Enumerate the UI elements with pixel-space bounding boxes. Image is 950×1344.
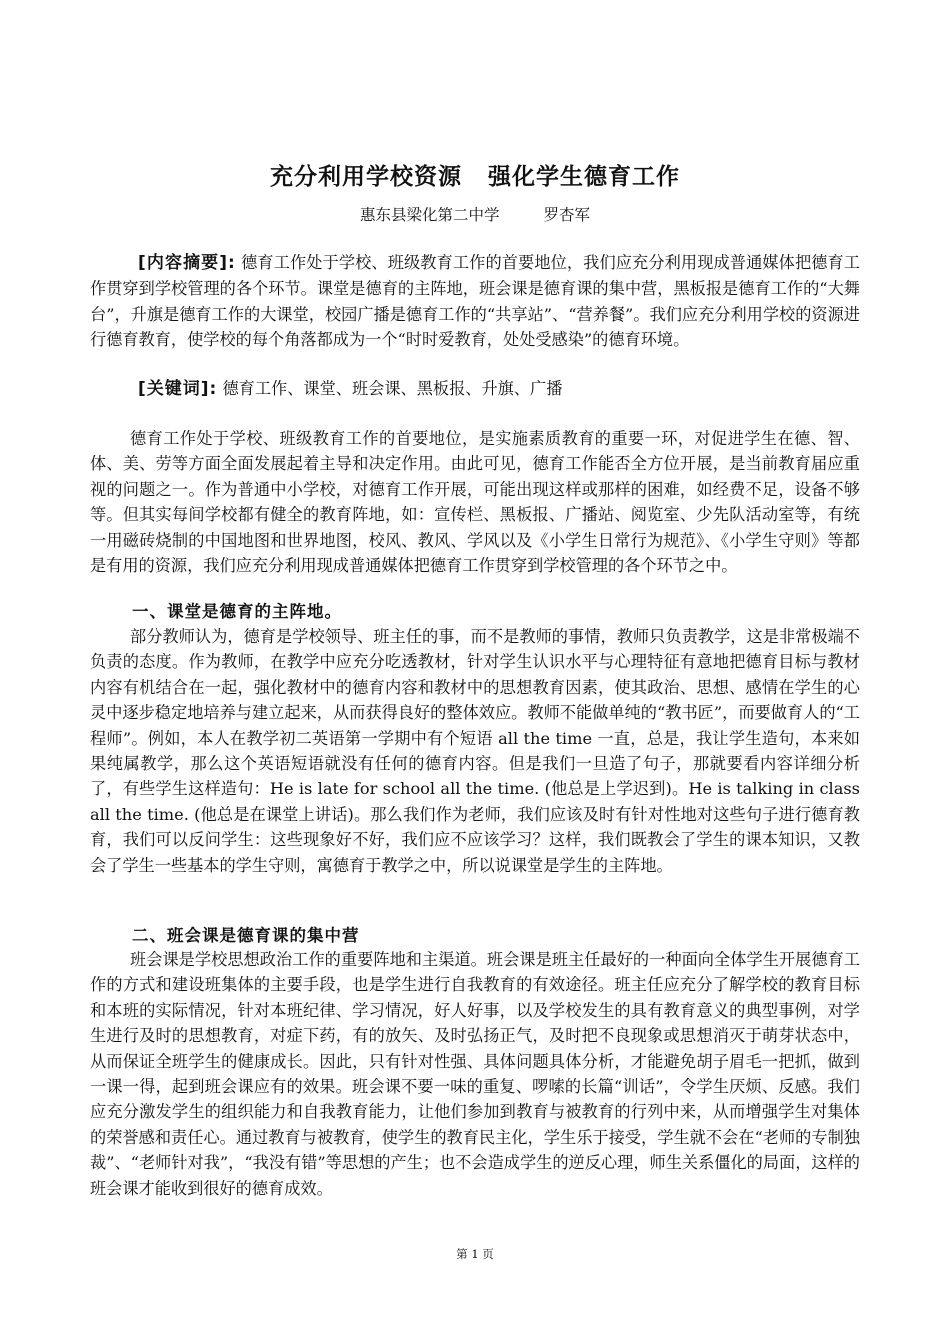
keywords-paragraph <box>90 376 860 402</box>
keywords-label: [关键词]: <box>138 379 218 399</box>
abstract-label: [内容摘要]: <box>138 253 236 273</box>
page-number: 第 1 页 <box>456 1247 494 1261</box>
byline <box>90 203 860 225</box>
section-1-paragraph: 部分教师认为，德育是学校领导、班主任的事，而不是教师的事情，教师只负责教学，这是非常极端不负责的态度。作为教师，在教学中应充分吃透教材，针对学生认识水平与心理特征有意地把德育目标与教材内容有机结合在一起，强化教材中的德育内容和教材中的思想教育因素，使其政治、思想、感情在学生的心灵中逐步稳定地培养与建立起来，从而获得良好的整体效应。教师不能做单纯的“教书匠”，而要做育人的“工程师”。例如，本人在教学初二英语第一学期中有个短语 all the time 一直，总是，我让学生造句，本来如果纯属教学，那么这个英语短语就没有任何的德育内容。但是我们一旦造了句子，那就要看内容详细分析了，有些学生这样造句：He is late for school all the time. (他总是上学迟到)。He is talking in class all the time. (他总是在课堂上讲话)。那么我们作为老师，我们应该及时有针对性地对这些句子进行德育教育，我们可以反问学生：这些现象好不好，我们应不应该学习？这样，我们既教会了学生的课本知识，又教会了学生一些基本的学生守则，寓德育于教学之中，所以说课堂是学生的主阵地。 <box>90 627 860 875</box>
document-title <box>90 158 860 191</box>
title-part-1: 充分利用学校资源 <box>270 164 462 190</box>
section-2-heading: 二、班会课是德育课的集中营 <box>132 926 360 945</box>
school-name: 惠东县梁化第二中学 <box>359 206 500 224</box>
intro-paragraph: 德育工作处于学校、班级教育工作的首要地位，是实施素质教育的重要一环，对促进学生在德、智、体、美、劳等方面全面发展起着主导和决定作用。由此可见，德育工作能否全方位开展，是当前教育届应重视的问题之一。作为普通中小学校，对德育工作开展，可能出现这样或那样的困难，如经费不足，设备不够等。但其实每间学校都有健全的教育阵地，如：宣传栏、黑板报、广播站、阅览室、少先队活动室等，有统一用磁砖烧制的中国地图和世界地图，校风、教风、学风以及《小学生日常行为规范》、《小学生守则》等都是有用的资源，我们应充分利用现成普通媒体把德育工作贯穿到学校管理的各个环节之中。 <box>90 429 860 576</box>
section-1-heading: 一、课堂是德育的主阵地。 <box>132 602 342 621</box>
section-2-paragraph: 班会课是学校思想政治工作的重要阵地和主渠道。班会课是班主任最好的一种面向全体学生开展德育工作的方式和建设班集体的主要手段，也是学生进行自我教育的有效途径。班主任应充分了解学校的教育目标和本班的实际情况，针对本班纪律、学习情况，好人好事，以及学校发生的具有教育意义的典型事例，对学生进行及时的思想教育，对症下药，有的放矢、及时弘扬正气，及时把不良现象或思想消灭于萌芽状态中，从而保证全班学生的健康成长。因此，只有针对性强、具体问题具体分析，才能避免胡子眉毛一把抓，做到一课一得，起到班会课应有的效果。班会课不要一味的重复、啰嗦的长篇“训话”，令学生厌烦、反感。我们应充分激发学生的组织能力和自我教育能力，让他们参加到教育与被教育的行列中来，从而增强学生对集体的荣誉感和责任心。通过教育与被教育，使学生的教育民主化，学生乐于接受，学生就不会在“老师的专制独裁”、“老师针对我”，“我没有错”等思想的产生；也不会造成学生的逆反心理，师生关系僵化的局面，这样的班会课才能收到很好的德育成效。 <box>90 950 860 1198</box>
abstract-paragraph <box>90 250 860 353</box>
abstract-text: 德育工作处于学校、班级教育工作的首要地位，我们应充分利用现成普通媒体把德育工作贯穿到学校管理的各个环节。课堂是德育的主阵地，班会课是德育课的集中营，黑板报是德育工作的“大舞台”，升旗是德育工作的大课堂，校园广播是德育工作的“共享站”、“营养餐”。我们应充分利用学校的资源进行德育教育，使学校的每个角落都成为一个“时时爱教育，处处受感染”的德育环境。 <box>90 253 860 350</box>
title-part-2: 强化学生德育工作 <box>488 164 680 190</box>
keywords-text: 德育工作、课堂、班会课、黑板报、升旗、广播 <box>222 379 563 398</box>
author-name: 罗杏军 <box>543 206 591 224</box>
